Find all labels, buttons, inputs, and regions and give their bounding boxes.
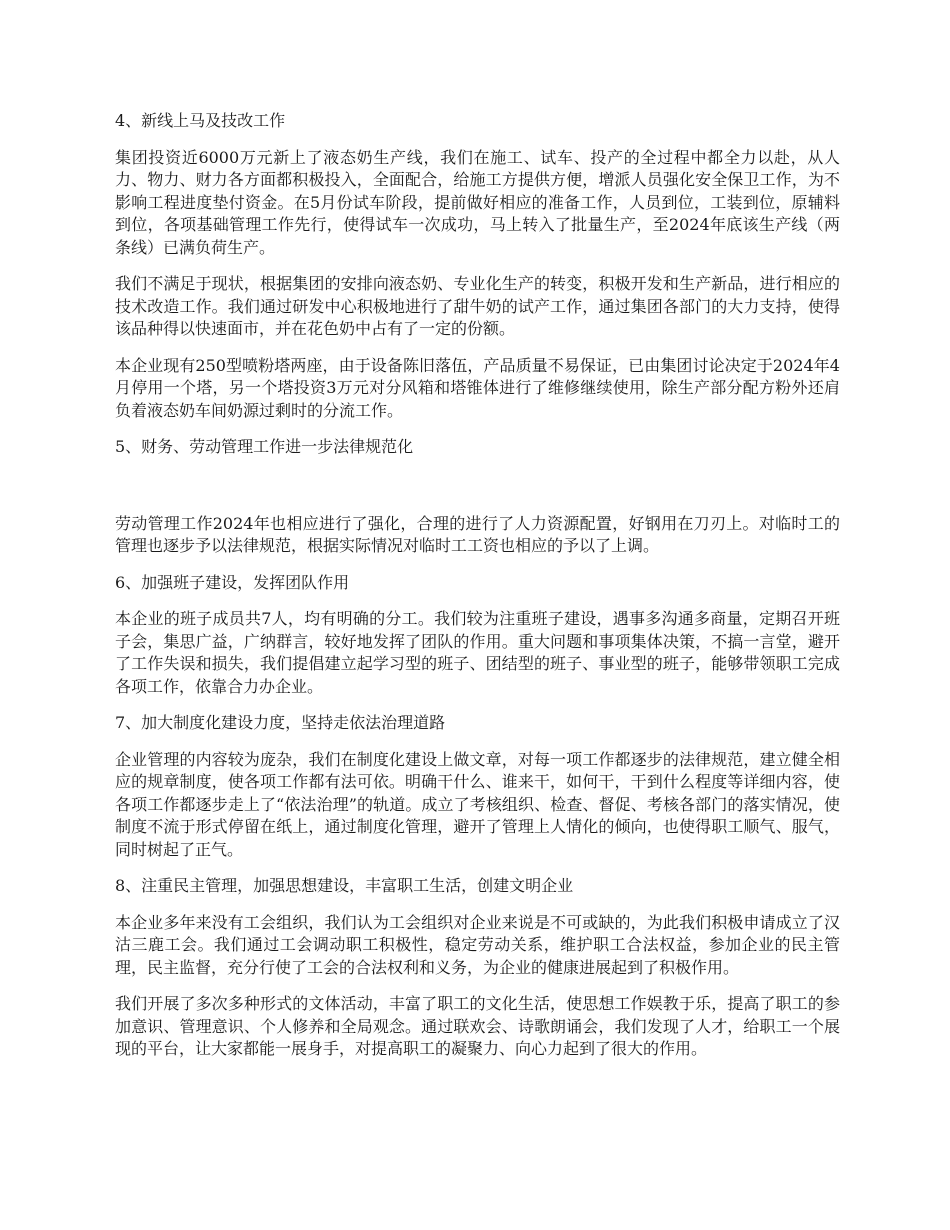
paragraph: 本企业的班子成员共7人，均有明确的分工。我们较为注重班子建设，遇事多沟通多商量，定期召开班子会，集思广益，广纳群言，较好地发挥了团队的作用。重大问题和事项集体决策，不搞一言堂，避开了工作失误和损失，我们提倡建立起学习型的班子、团结型的班子、事业型的班子，能够带领职工完成各项工作，依靠合力办企业。 xyxy=(115,609,840,696)
section-heading-5: 5、财务、劳动管理工作进一步法律规范化 xyxy=(115,437,414,456)
blank-gap xyxy=(115,473,840,513)
section-heading-6: 6、加强班子建设，发挥团队作用 xyxy=(115,572,350,592)
paragraph: 集团投资近6000万元新上了液态奶生产线，我们在施工、试车、投产的全过程中都全力以赴，从人力、物力、财力各方面都积极投入，全面配合，给施工方提供方便，增派人员强化安全保卫工作，为不影响工程进度垫付资金。在5月份试车阶段，提前做好相应的准备工作，人员到位，工装到位，原辅料到位，各项基础管理工作先行，使得试车一次成功，马上转入了批量生产，至2024年底该生产线（两条线）已满负荷生产。 xyxy=(115,147,840,257)
document-page xyxy=(115,110,840,1075)
section-heading-7: 7、加大制度化建设力度，坚持走依法治理道路 xyxy=(115,713,446,732)
paragraph: 我们开展了多次多种形式的文体活动，丰富了职工的文化生活，使思想工作娱教于乐，提高了职工的参加意识、管理意识、个人修养和全局观念。通过联欢会、诗歌朗诵会，我们发现了人才，给职工一个展现的平台，让大家都能一展身手，对提高职工的凝聚力、向心力起到了很大的作用。 xyxy=(115,994,840,1058)
section-heading-4: 4、新线上马及技改工作 xyxy=(115,111,286,130)
section-heading-8: 8、注重民主管理，加强思想建设，丰富职工生活，创建文明企业 xyxy=(115,876,574,895)
paragraph: 本企业现有250型喷粉塔两座，由于设备陈旧落伍，产品质量不易保证，已由集团讨论决定于2024年4月停用一个塔，另一个塔投资3万元对分风箱和塔锥体进行了维修继续使用，除生产部分配方粉外还肩负着液态奶车间奶源过剩时的分流工作。 xyxy=(115,355,840,420)
paragraph: 企业管理的内容较为庞杂，我们在制度化建设上做文章，对每一项工作都逐步的法律规范，建立健全相应的规章制度，使各项工作都有法可依。明确干什么、谁来干，如何干，干到什么程度等详细内容，使各项工作都逐步走上了“依法治理”的轨道。成立了考核组织、检查、督促、考核各部门的落实情况，使制度不流于形式停留在纸上，通过制度化管理，避开了管理上人情化的倾向，也使得职工顺气、服气，同时树起了正气。 xyxy=(115,749,840,859)
paragraph: 劳动管理工作2024年也相应进行了强化，合理的进行了人力资源配置，好钢用在刀刃上。对临时工的管理也逐步予以法律规范，根据实际情况对临时工工资也相应的予以了上调。 xyxy=(115,513,840,555)
paragraph: 本企业多年来没有工会组织，我们认为工会组织对企业来说是不可或缺的，为此我们积极申请成立了汉沽三鹿工会。我们通过工会调动职工积极性，稳定劳动关系，维护职工合法权益，参加企业的民主管理，民主监督，充分行使了工会的合法权利和义务，为企业的健康进展起到了积极作用。 xyxy=(115,912,840,977)
paragraph: 我们不满足于现状，根据集团的安排向液态奶、专业化生产的转变，积极开发和生产新品，进行相应的技术改造工作。我们通过研发中心积极地进行了甜牛奶的试产工作，通过集团各部门的大力支持，使得该品种得以快速面市，并在花色奶中占有了一定的份额。 xyxy=(115,274,840,338)
